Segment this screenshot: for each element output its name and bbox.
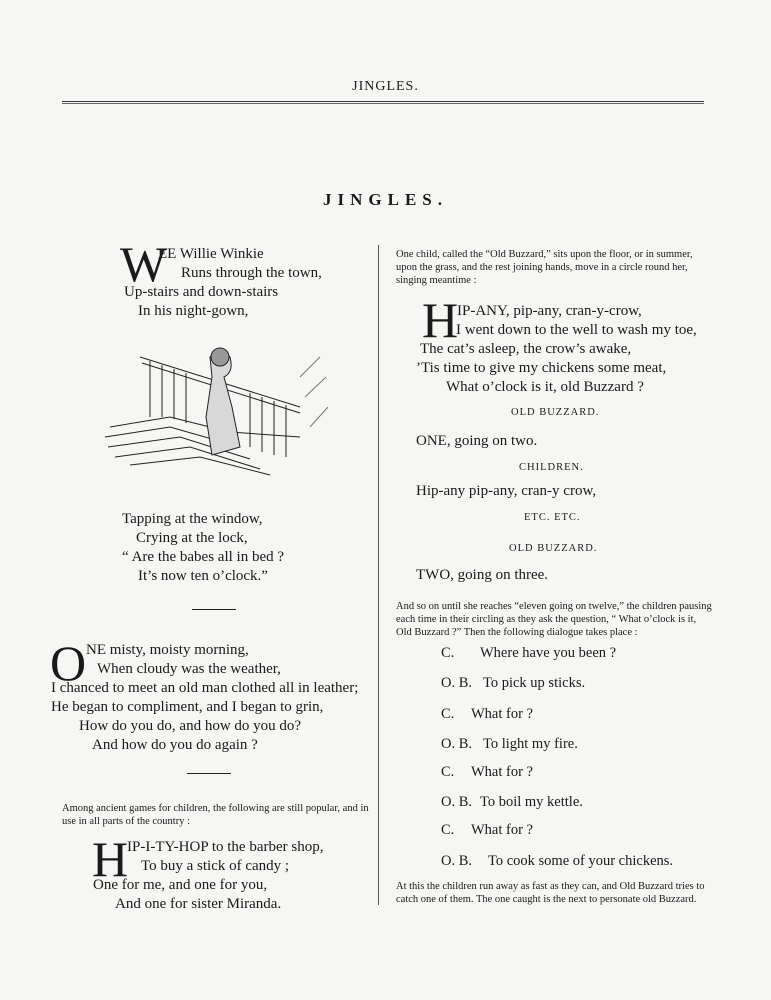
stairs-illustration	[100, 337, 328, 477]
verse-line: “ Are the babes all in bed ?	[122, 549, 285, 565]
header-rule	[62, 101, 704, 102]
verse-line: TWO, going on three.	[416, 567, 549, 583]
verse-line: It’s now ten o’clock.”	[138, 568, 268, 584]
dialogue-text: What for ?	[471, 764, 533, 780]
section-rule	[187, 773, 231, 774]
verse-line: I chanced to meet an old man clothed all in leather;	[51, 680, 359, 696]
verse-line: When cloudy was the weather,	[97, 661, 281, 677]
verse-line: How do you do, and how do you do?	[79, 718, 302, 734]
dialogue-intro: And so on until she reaches “eleven going on twelve,” the children pausing each time in their circling as they ask the question, “ What o’clock is it, Old Buzzard ?” Then the following dialogue takes place :	[396, 601, 712, 638]
verse-line: IP-ANY, pip-any, cran-y-crow,	[457, 303, 642, 319]
game-intro: One child, called the “Old Buzzard,” sits upon the floor, or in summer, upon the grass, and the rest joining hands, move in a circle round her, singing meantime :	[396, 249, 693, 286]
speaker-heading: ETC. ETC.	[524, 512, 581, 523]
header-rule-thin	[62, 103, 704, 104]
verse-line: The cat’s asleep, the crow’s awake,	[420, 341, 632, 357]
dialogue-speaker: C.	[441, 822, 455, 838]
dialogue-speaker: C.	[441, 706, 455, 722]
dialogue-text: To pick up sticks.	[483, 675, 586, 691]
verse-line: One for me, and one for you,	[93, 877, 268, 893]
closing-note: At this the children run away as fast as they can, and Old Buzzard tries to catch one of them. The one caught is the next to personate old Buzzard.	[396, 881, 705, 905]
dialogue-speaker: O. B.	[441, 853, 473, 869]
dialogue-speaker: O. B.	[441, 794, 473, 810]
dialogue-speaker: O. B.	[441, 736, 473, 752]
verse-line: Up-stairs and down-stairs	[124, 284, 279, 300]
games-note: Among ancient games for children, the following are still popular, and in use in all parts of the country :	[62, 803, 369, 827]
dialogue-text: What for ?	[471, 706, 533, 722]
dropcap-h: H	[92, 831, 129, 887]
verse-line: And one for sister Miranda.	[115, 896, 282, 912]
verse-line: And how do you do again ?	[92, 737, 258, 753]
verse-line: In his night-gown,	[138, 303, 249, 319]
dialogue-text: What for ?	[471, 822, 533, 838]
verse-line: Crying at the lock,	[136, 530, 248, 546]
dropcap-w: W	[120, 236, 168, 292]
dialogue-speaker: C.	[441, 645, 455, 661]
dialogue-text: Where have you been ?	[480, 645, 617, 661]
verse-line: EE Willie Winkie	[158, 246, 264, 262]
verse-line: Tapping at the window,	[122, 511, 263, 527]
dropcap-o: O	[50, 635, 87, 691]
speaker-heading: OLD BUZZARD.	[511, 407, 600, 418]
page-title: JINGLES.	[323, 190, 448, 209]
verse-line: Runs through the town,	[181, 265, 322, 281]
running-header: JINGLES.	[352, 79, 419, 94]
dropcap-h-right: H	[422, 292, 459, 348]
verse-line: To buy a stick of candy ;	[141, 858, 290, 874]
verse-line: ’Tis time to give my chickens some meat,	[416, 360, 667, 376]
column-divider	[378, 245, 379, 905]
verse-line: Hip-any pip-any, cran-y crow,	[416, 483, 597, 499]
verse-line: IP-I-TY-HOP to the barber shop,	[127, 839, 324, 855]
verse-line: I went down to the well to wash my toe,	[456, 322, 697, 338]
dialogue-text: To light my fire.	[483, 736, 578, 752]
dialogue-speaker: C.	[441, 764, 455, 780]
verse-line: What o’clock is it, old Buzzard ?	[446, 379, 644, 395]
verse-line: NE misty, moisty morning,	[86, 642, 249, 658]
section-rule	[192, 609, 236, 610]
speaker-heading: OLD BUZZARD.	[509, 543, 598, 554]
dialogue-text: To cook some of your chickens.	[488, 853, 674, 869]
speaker-heading: CHILDREN.	[519, 462, 584, 473]
dialogue-text: To boil my kettle.	[480, 794, 583, 810]
verse-line: He began to compliment, and I began to grin,	[51, 699, 324, 715]
verse-line: ONE, going on two.	[416, 433, 538, 449]
dialogue-speaker: O. B.	[441, 675, 473, 691]
